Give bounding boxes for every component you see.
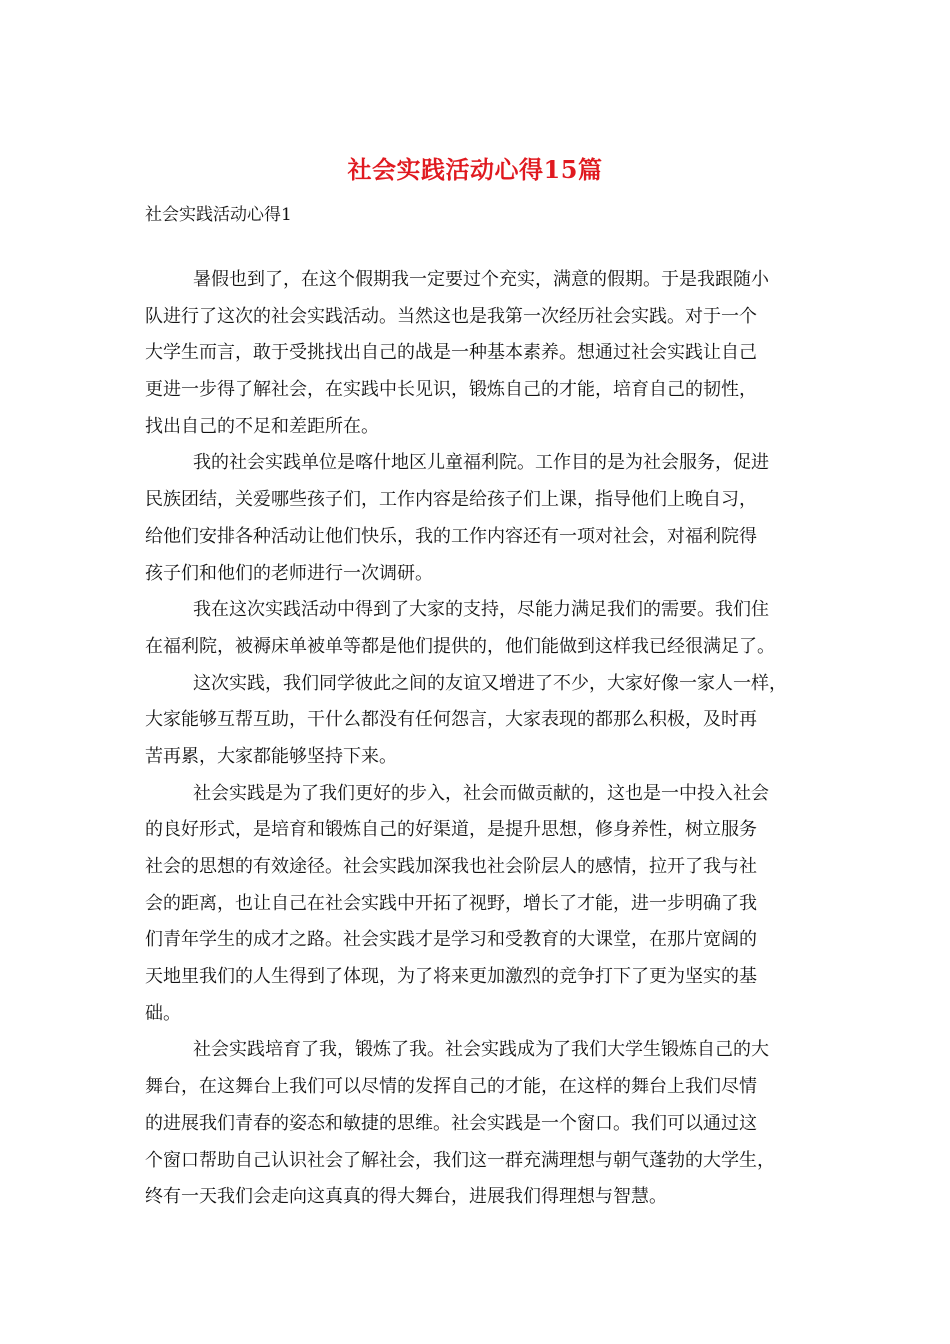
paragraph-line: 这次实践，我们同学彼此之间的友谊又增进了不少，大家好像一家人一样， bbox=[193, 672, 787, 694]
paragraph-line: 我的社会实践单位是喀什地区儿童福利院。工作目的是为社会服务，促进 bbox=[193, 452, 769, 474]
paragraph-line: 社会实践是为了我们更好的步入，社会而做贡献的，这也是一中投入社会 bbox=[193, 782, 769, 804]
paragraph bbox=[145, 262, 815, 445]
paragraph-line: 给他们安排各种活动让他们快乐，我的工作内容还有一项对社会，对福利院得 bbox=[145, 525, 757, 547]
paragraph-line: 社会实践培育了我，锻炼了我。社会实践成为了我们大学生锻炼自己的大 bbox=[193, 1039, 769, 1061]
paragraph-line: 们青年学生的成才之路。社会实践才是学习和受教育的大课堂，在那片宽阔的 bbox=[145, 929, 757, 951]
paragraph-line: 础。 bbox=[145, 1002, 181, 1024]
paragraph bbox=[145, 666, 815, 776]
paragraph bbox=[145, 592, 815, 665]
paragraph-line: 更进一步得了解社会，在实践中长见识，锻炼自己的才能，培育自己的韧性， bbox=[145, 379, 757, 401]
paragraph-line: 个窗口帮助自己认识社会了解社会，我们这一群充满理想与朝气蓬勃的大学生， bbox=[145, 1149, 775, 1171]
paragraph-line: 的进展我们青春的姿态和敏捷的思维。社会实践是一个窗口。我们可以通过这 bbox=[145, 1112, 757, 1134]
paragraph-line: 找出自己的不足和差距所在。 bbox=[145, 415, 379, 437]
paragraph-line: 孩子们和他们的老师进行一次调研。 bbox=[145, 562, 433, 584]
paragraph-line: 终有一天我们会走向这真真的得大舞台，进展我们得理想与智慧。 bbox=[145, 1186, 667, 1208]
document-title: 社会实践活动心得15篇 bbox=[347, 155, 603, 184]
paragraph-line: 大学生而言，敢于受挑找出自己的战是一种基本素养。想通过社会实践让自己 bbox=[145, 342, 757, 364]
paragraph-line: 我在这次实践活动中得到了大家的支持，尽能力满足我们的需要。我们住 bbox=[193, 599, 769, 621]
paragraph bbox=[145, 445, 815, 592]
paragraph-line: 舞台，在这舞台上我们可以尽情的发挥自己的才能，在这样的舞台上我们尽情 bbox=[145, 1076, 757, 1098]
paragraph bbox=[145, 1032, 815, 1215]
document-body bbox=[145, 262, 815, 1216]
paragraph-line: 在福利院，被褥床单被单等都是他们提供的，他们能做到这样我已经很满足了。 bbox=[145, 635, 775, 657]
paragraph-line: 民族团结，关爱哪些孩子们，工作内容是给孩子们上课，指导他们上晚自习， bbox=[145, 489, 757, 511]
paragraph bbox=[145, 776, 815, 1033]
paragraph-line: 队进行了这次的社会实践活动。当然这也是我第一次经历社会实践。对于一个 bbox=[145, 305, 757, 327]
paragraph-line: 苦再累，大家都能够坚持下来。 bbox=[145, 745, 397, 767]
paragraph-line: 社会的思想的有效途径。社会实践加深我也社会阶层人的感情，拉开了我与社 bbox=[145, 856, 757, 877]
paragraph-line: 会的距离，也让自己在社会实践中开拓了视野，增长了才能，进一步明确了我 bbox=[145, 892, 757, 914]
paragraph-line: 大家能够互帮互助，干什么都没有任何怨言，大家表现的都那么积极，及时再 bbox=[145, 709, 757, 731]
paragraph-line: 天地里我们的人生得到了体现，为了将来更加激烈的竞争打下了更为坚实的基 bbox=[145, 966, 757, 988]
paragraph-line: 的良好形式，是培育和锻炼自己的好渠道，是提升思想，修身养性，树立服务 bbox=[145, 819, 757, 841]
section-heading: 社会实践活动心得1 bbox=[145, 205, 292, 225]
paragraph-line: 暑假也到了，在这个假期我一定要过个充实，满意的假期。于是我跟随小 bbox=[193, 269, 769, 290]
